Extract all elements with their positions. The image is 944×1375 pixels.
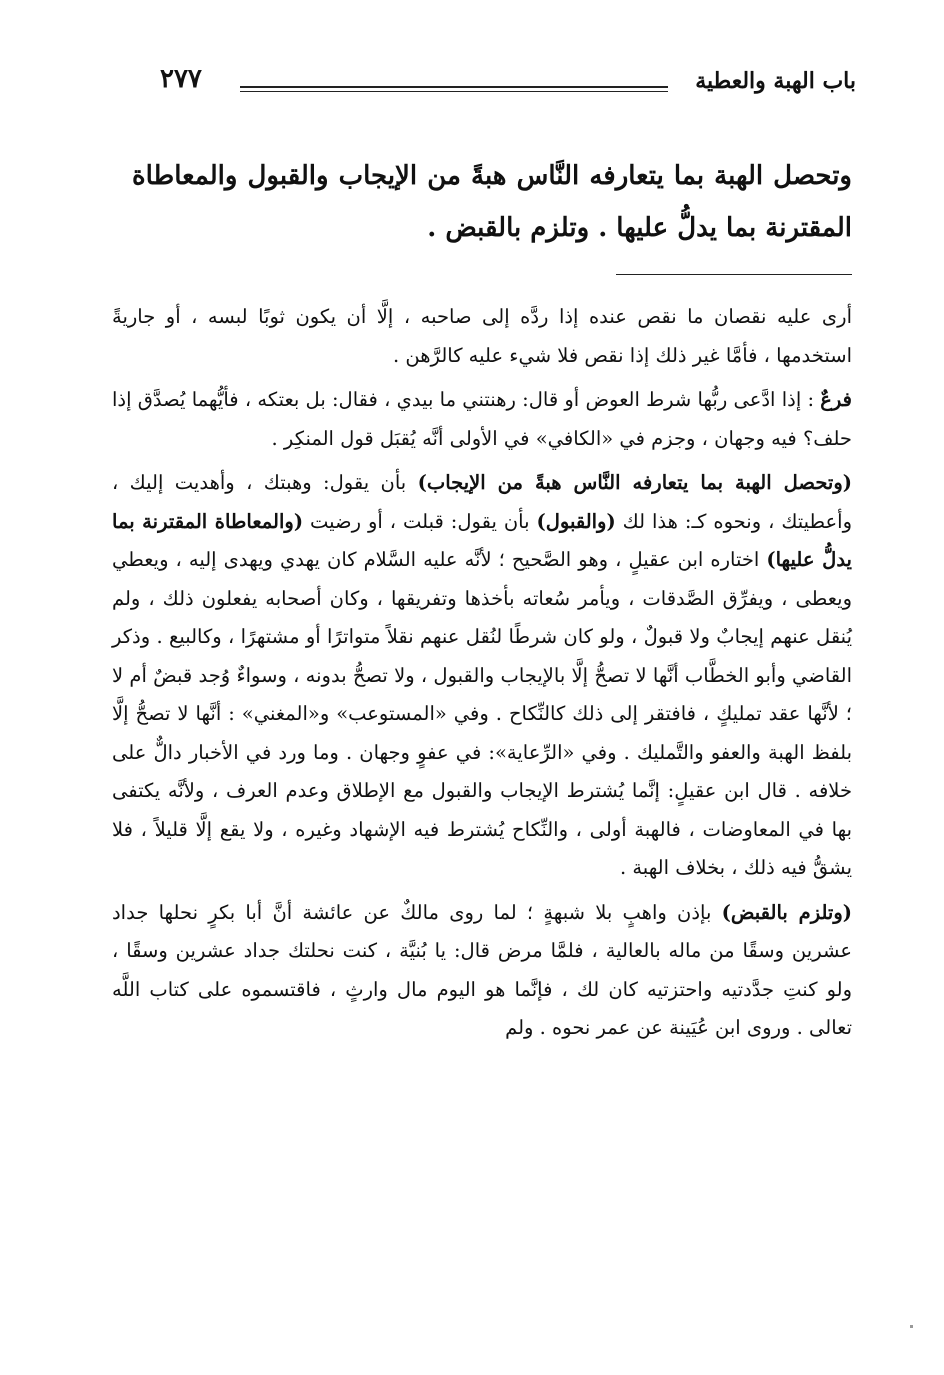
section-title: باب الهبة والعطية xyxy=(695,68,856,94)
paragraph-text: أرى عليه نقصان ما نقص عنده إذا ردَّه إلى صاحبه ، إلَّا أن يكون ثوبًا لبسه ، أو جاريةً استخدمها ، فأمَّا غير ذلك إذا نقص فلا شيء عليه كالرَّهن . xyxy=(112,305,852,367)
quoted-matn: (وتلزم بالقبض) xyxy=(721,900,852,924)
main-text: وتحصل الهبة بما يتعارفه النَّاس هبةً من الإيجاب والقبول والمعاطاة المقترنة بما يدلُّ عليها . وتلزم بالقبض . xyxy=(132,161,852,243)
paragraph-text: بأن يقول: قبلت ، أو رضيت xyxy=(303,509,537,533)
footnote-separator xyxy=(616,274,852,275)
commentary-paragraph xyxy=(112,381,852,458)
running-header xyxy=(150,64,856,108)
scan-speck xyxy=(910,1325,913,1328)
quoted-matn: (والقبول) xyxy=(536,509,616,533)
paragraph-text: بإذن واهبٍ بلا شبهةٍ ؛ لما روى مالكٌ عن عائشة أنَّ أبا بكرٍ نحلها جداد عشرين وسقًا من ماله بالعالية ، فلمَّا مرض قال: يا بُنيَّة ، كنت نحلتك جداد عشرين وسقًا ، ولو كنتِ جدَّدتيه واحتزتيه كان لك ، فإنَّما هو اليوم مال وارثٍ ، فاقتسموه على كتاب اللَّه تعالى . وروى ابن عُيَينة عن عمر نحوه . ولم xyxy=(112,900,852,1039)
paragraph-text: : إذا ادَّعى ربُّها شرط العوض أو قال: رهنتني ما بيدي ، فقال: بل بعتكه ، فأيُّهما يُصدَّق إذا حلف؟ فيه وجهان ، وجزم في «الكافي» في الأولى أنَّه يُقبَل قول المنكِر . xyxy=(112,388,852,450)
quoted-matn: (وتحصل الهبة بما يتعارفه النَّاس هبةً من الإيجاب) xyxy=(417,471,852,494)
quoted-matn: (والمعاطاة المقترنة بما يدلُّ عليها) xyxy=(112,509,852,571)
commentary xyxy=(112,298,852,1054)
commentary-paragraph xyxy=(112,894,852,1048)
paragraph-text: بأن يقول: وهبتك ، وأهديت إليك ، وأعطيتك ، ونحوه كـ: هذا لك xyxy=(112,471,852,533)
branch-label: فرعٌ xyxy=(820,388,852,411)
page-number: ٢٧٧ xyxy=(160,64,202,94)
commentary-paragraph xyxy=(112,464,852,888)
paragraph-text: اختاره ابن عقيلٍ ، وهو الصَّحيح ؛ لأنَّه عليه السَّلام كان يهدي ويهدى إليه ، ويعطي ويعطى ، ويفرِّق الصَّدقات ، ويأمر سُعاته بأخذها وتفريقها ، وكان أصحابه يفعلون ذلك ، ولم يُنقل عنهم إيجابٌ ولا قبولٌ ، ولو كان شرطًا لنُقل عنهم نقلاً متواترًا أو مشتهرًا ، وكالبيع . وذكر القاضي وأبو الخطَّاب أنَّها لا تصحُّ إلَّا بالإيجاب والقبول ، ولا تصحُّ بدونه ، وسواءٌ وُجد قبضٌ أم لا ؛ لأنَّها عقد تمليكٍ ، فافتقر إلى ذلك كالنِّكاح . وفي «المستوعب» و«المغني» : أنَّها لا تصحُّ إلَّا بلفظ الهبة والعفو والتَّمليك . وفي «الرِّعاية»: في عفوٍ وجهان . وما ورد في الأخبار دالٌّ على خلافه . قال ابن عقيلٍ: إنَّما يُشترط الإيجاب والقبول مع الإطلاق وعدم العرف ، ولأنَّه يكتفى بها في المعاوضات ، فالهبة أولى ، والنِّكاح يُشترط فيه الإشهاد وغيره ، ولا يقع إلَّا قليلاً ، فلا يشقُّ فيه ذلك ، بخلاف الهبة . xyxy=(112,548,853,879)
header-rule xyxy=(240,86,668,92)
commentary-paragraph xyxy=(112,298,852,375)
